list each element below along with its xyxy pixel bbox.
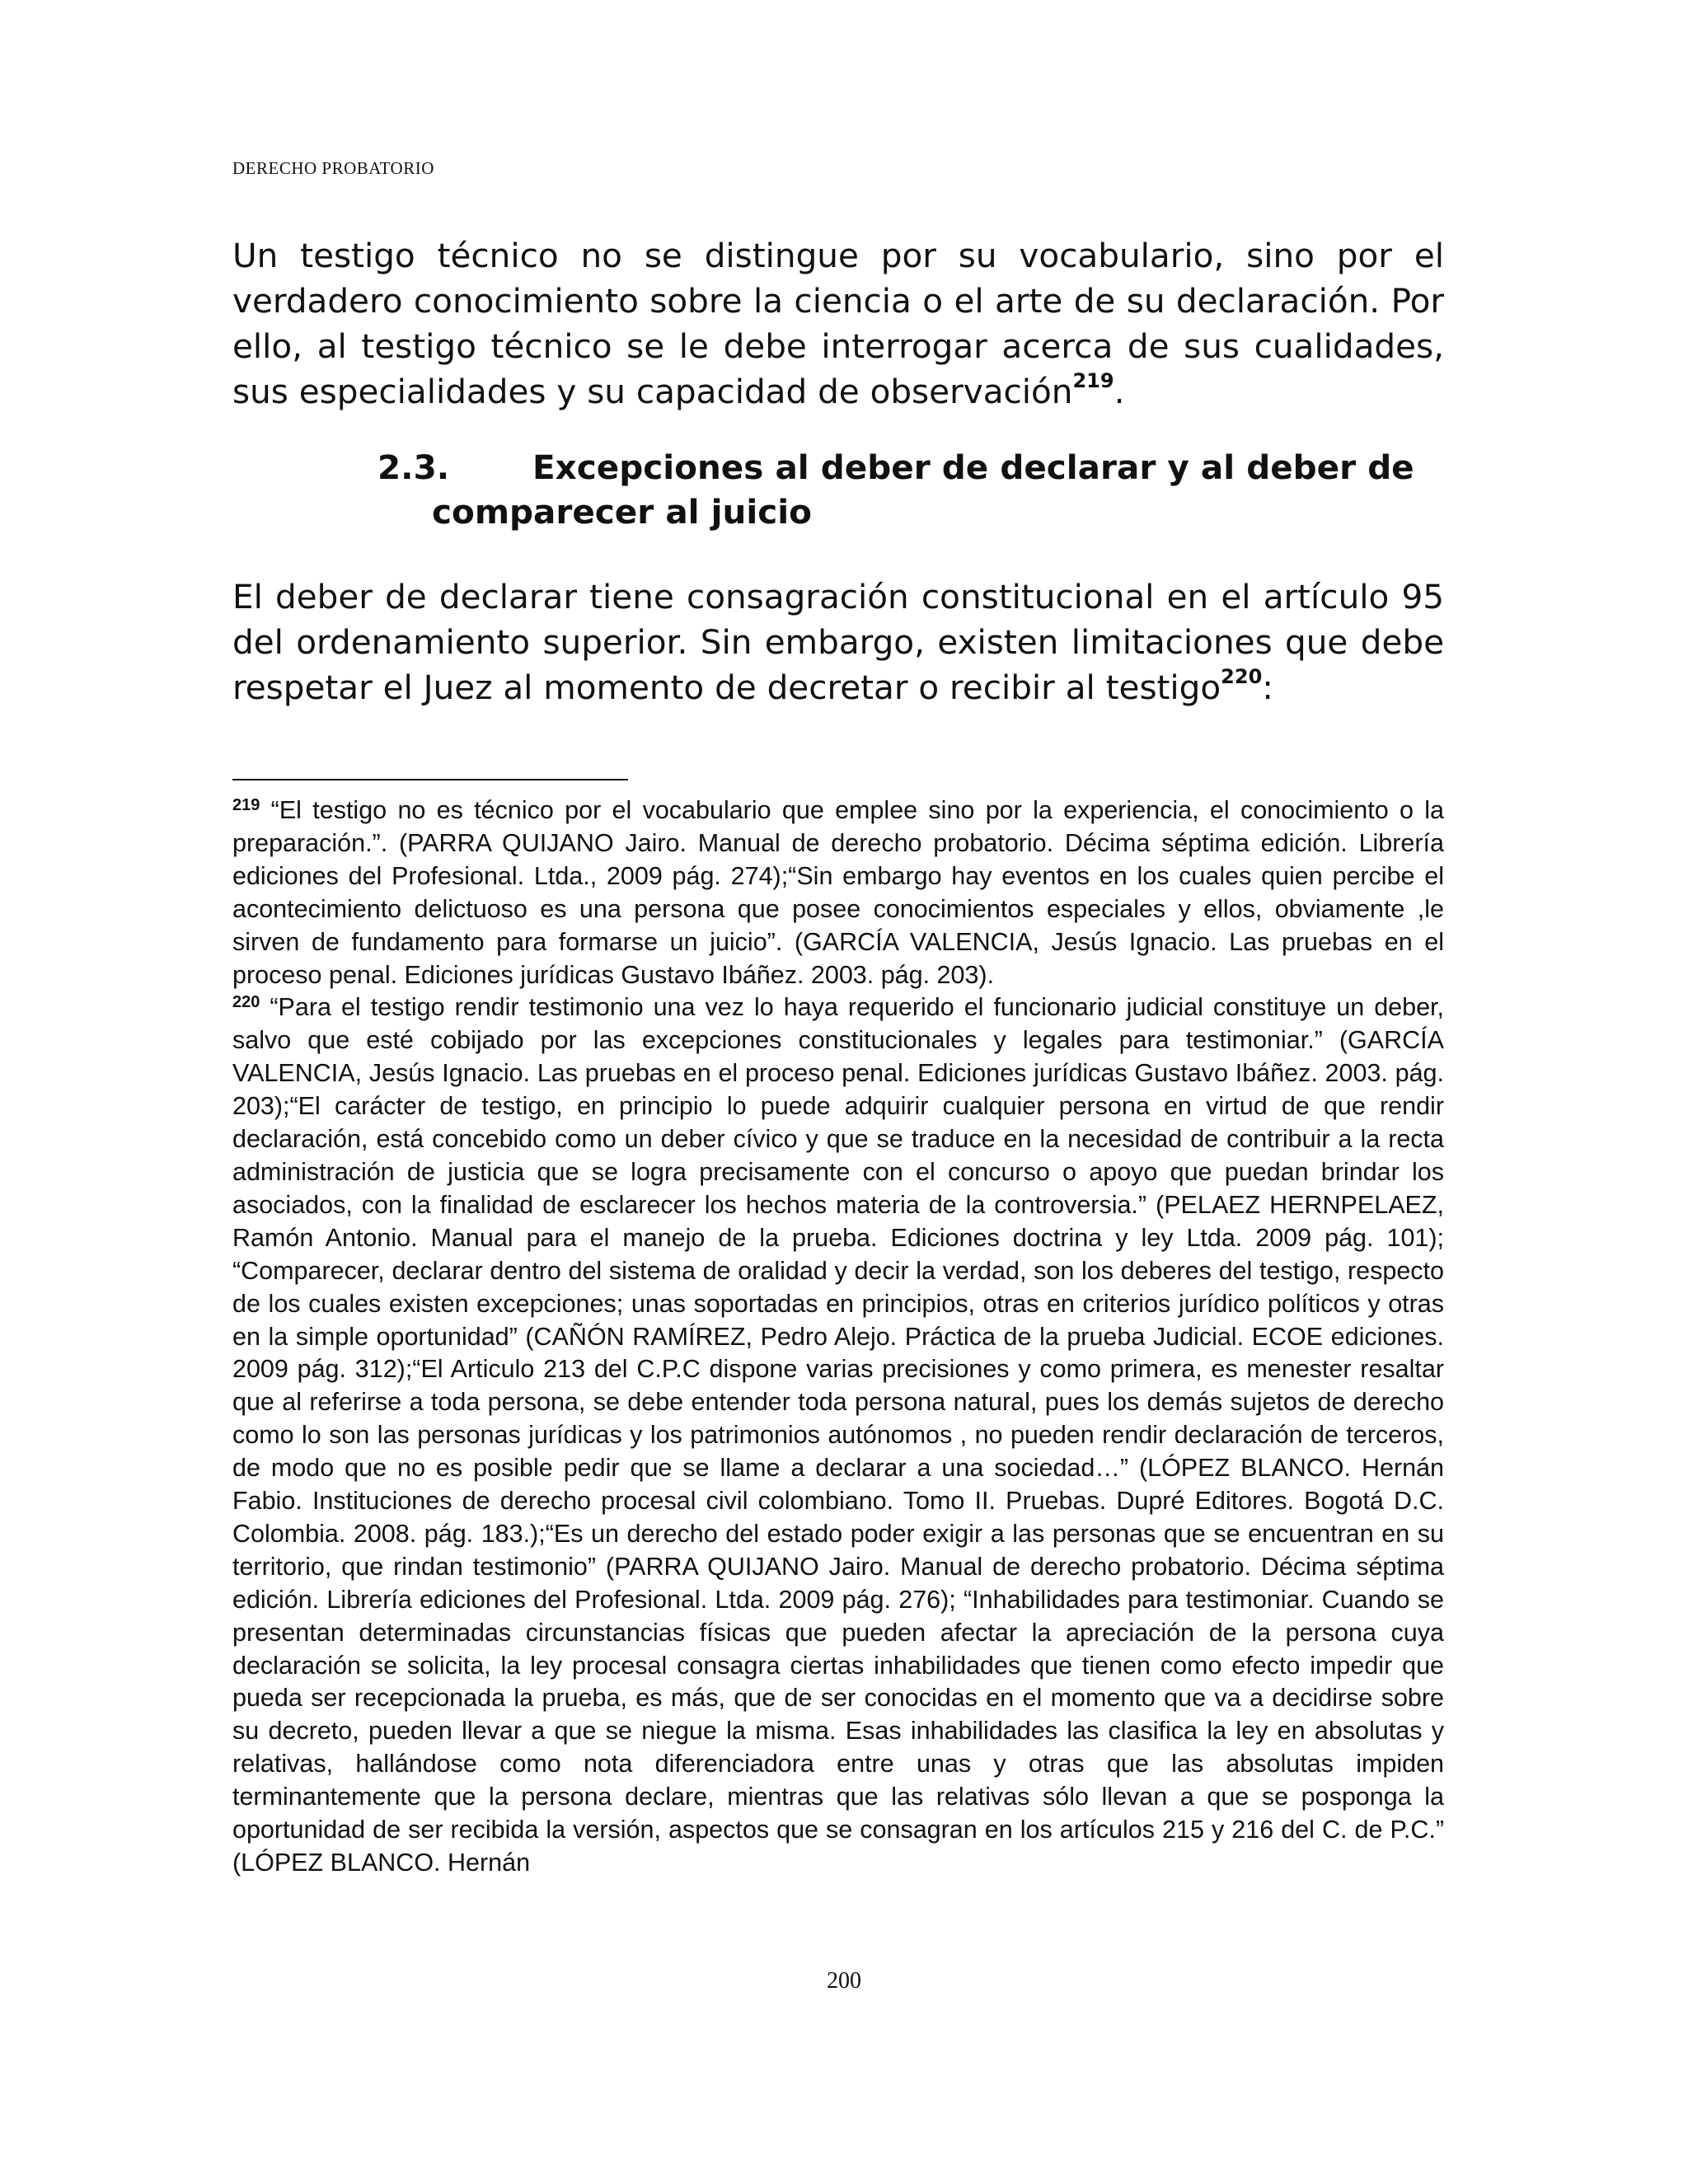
- paragraph-end-punct: :: [1262, 668, 1273, 707]
- body-paragraph-2: [232, 574, 1444, 710]
- footnote-219: [232, 794, 1444, 991]
- footnote-220: [232, 991, 1444, 1879]
- paragraph-text: Un testigo técnico no se distingue por su vocabulario, sino por el verdadero conocimiento sobre la ciencia o el arte de su declaración. Por ello, al testigo técnico se le debe interrogar acerca de sus cualidades, sus especialidades y su capacidad de observación: [232, 236, 1444, 411]
- footnote-text: “Para el testigo rendir testimonio una vez lo haya requerido el funcionario judicial constituye un deber, salvo que esté cobijado por las excepciones constitucionales y legales para testimoniar.” (GARCÍA VALENCIA, Jesús Ignacio. Las pruebas en el proceso penal. Ediciones jurídicas Gustavo Ibáñez. 2003. pág. 203);“El carácter de testigo, en principio lo puede adquirir cualquier persona en virtud de que rendir declaración, está concebido como un deber cívico y que se traduce en la necesidad de contribuir a la recta administración de justicia que se logra precisamente con el concurso o apoyo que puedan brindar los asociados, con la finalidad de esclarecer los hechos materia de la controversia.” (PELAEZ HERNPELAEZ, Ramón Antonio. Manual para el manejo de la prueba. Ediciones doctrina y ley Ltda. 2009 pág. 101); “Comparecer, declarar dentro del sistema de oralidad y decir la verdad, son los deberes del testigo, respecto de los cuales existen excepciones; unas soportadas en principios, otras en criterios jurídico políticos y otras en la simple oportunidad” (CAÑÓN RAMÍREZ, Pedro Alejo. Práctica de la prueba Judicial. ECOE ediciones. 2009 pág. 312);“El Articulo 213 del C.P.C dispone varias precisiones y como primera, es menester resaltar que al referirse a toda persona, se debe entender toda persona natural, pues los demás sujetos de derecho como lo son las personas jurídicas y los patrimonios autónomos , no pueden rendir declaración de terceros, de modo que no es posible pedir que se llame a declarar a una sociedad…” (LÓPEZ BLANCO. Hernán Fabio. Instituciones de derecho procesal civil colombiano. Tomo II. Pruebas. Dupré Editores. Bogotá D.C. Colombia. 2008. pág. 183.);“Es un derecho del estado poder exigir a las personas que se encuentran en su territorio, que rindan testimonio” (PARRA QUIJANO Jairo. Manual de derecho probatorio. Décima séptima edición. Librería ediciones del Profesional. Ltda. 2009 pág. 276); “Inhabilidades para testimoniar. Cuando se presentan determinadas circunstancias físicas que pueden afectar la apreciación de la persona cuya declaración se solicita, la ley procesal consagra ciertas inhabilidades que tienen como efecto impedir que pueda ser recepcionada la prueba, es más, que de ser conocidas en el momento que va a decidirse sobre su decreto, pueden llevar a que se niegue la misma. Esas inhabilidades las clasifica la ley en absolutas y relativas, hallándose como nota diferenciadora entre unas y otras que las absolutas impiden terminantemente que la persona declare, mientras que las relativas sólo llevan a que se posponga la oportunidad de ser recibida la versión, aspectos que se consagran en los artículos 215 y 216 del C. de P.C.” (LÓPEZ BLANCO. Hernán: [232, 993, 1444, 1877]
- footnote-text: “El testigo no es técnico por el vocabulario que emplee sino por la experiencia, el conocimiento o la preparación.”. (PARRA QUIJANO Jairo. Manual de derecho probatorio. Décima séptima edición. Librería ediciones del Profesional. Ltda., 2009 pág. 274);“Sin embargo hay eventos en los cuales quien percibe el acontecimiento delictuoso es una persona que posee conocimientos especiales y ellos, obviamente ,le sirven de fundamento para formarse un juicio”. (GARCÍA VALENCIA, Jesús Ignacio. Las pruebas en el proceso penal. Ediciones jurídicas Gustavo Ibáñez. 2003. pág. 203).: [232, 796, 1444, 989]
- section-title-line1: Excepciones al deber de declarar y al deber de: [532, 448, 1414, 487]
- footnote-ref-220[interactable]: 220: [1221, 665, 1263, 688]
- footnotes: [232, 794, 1444, 1880]
- footnote-number: 220: [232, 993, 260, 1012]
- footnote-separator: [232, 779, 628, 780]
- footnote-ref-219[interactable]: 219: [1072, 369, 1114, 392]
- page-number: 200: [827, 1968, 861, 1994]
- running-header: DERECHO PROBATORIO: [232, 158, 434, 178]
- section-title-line2: comparecer al juicio: [432, 492, 812, 532]
- section-number: 2.3.: [377, 448, 450, 487]
- paragraph-end-punct: .: [1114, 372, 1125, 411]
- paragraph-text: El deber de declarar tiene consagración constitucional en el artículo 95 del ordenamiento superior. Sin embargo, existen limitaciones que debe respetar el Juez al momento de decretar o recibir al testigo: [232, 577, 1444, 707]
- footnote-number: 219: [232, 796, 260, 814]
- body-paragraph-1: [232, 233, 1444, 415]
